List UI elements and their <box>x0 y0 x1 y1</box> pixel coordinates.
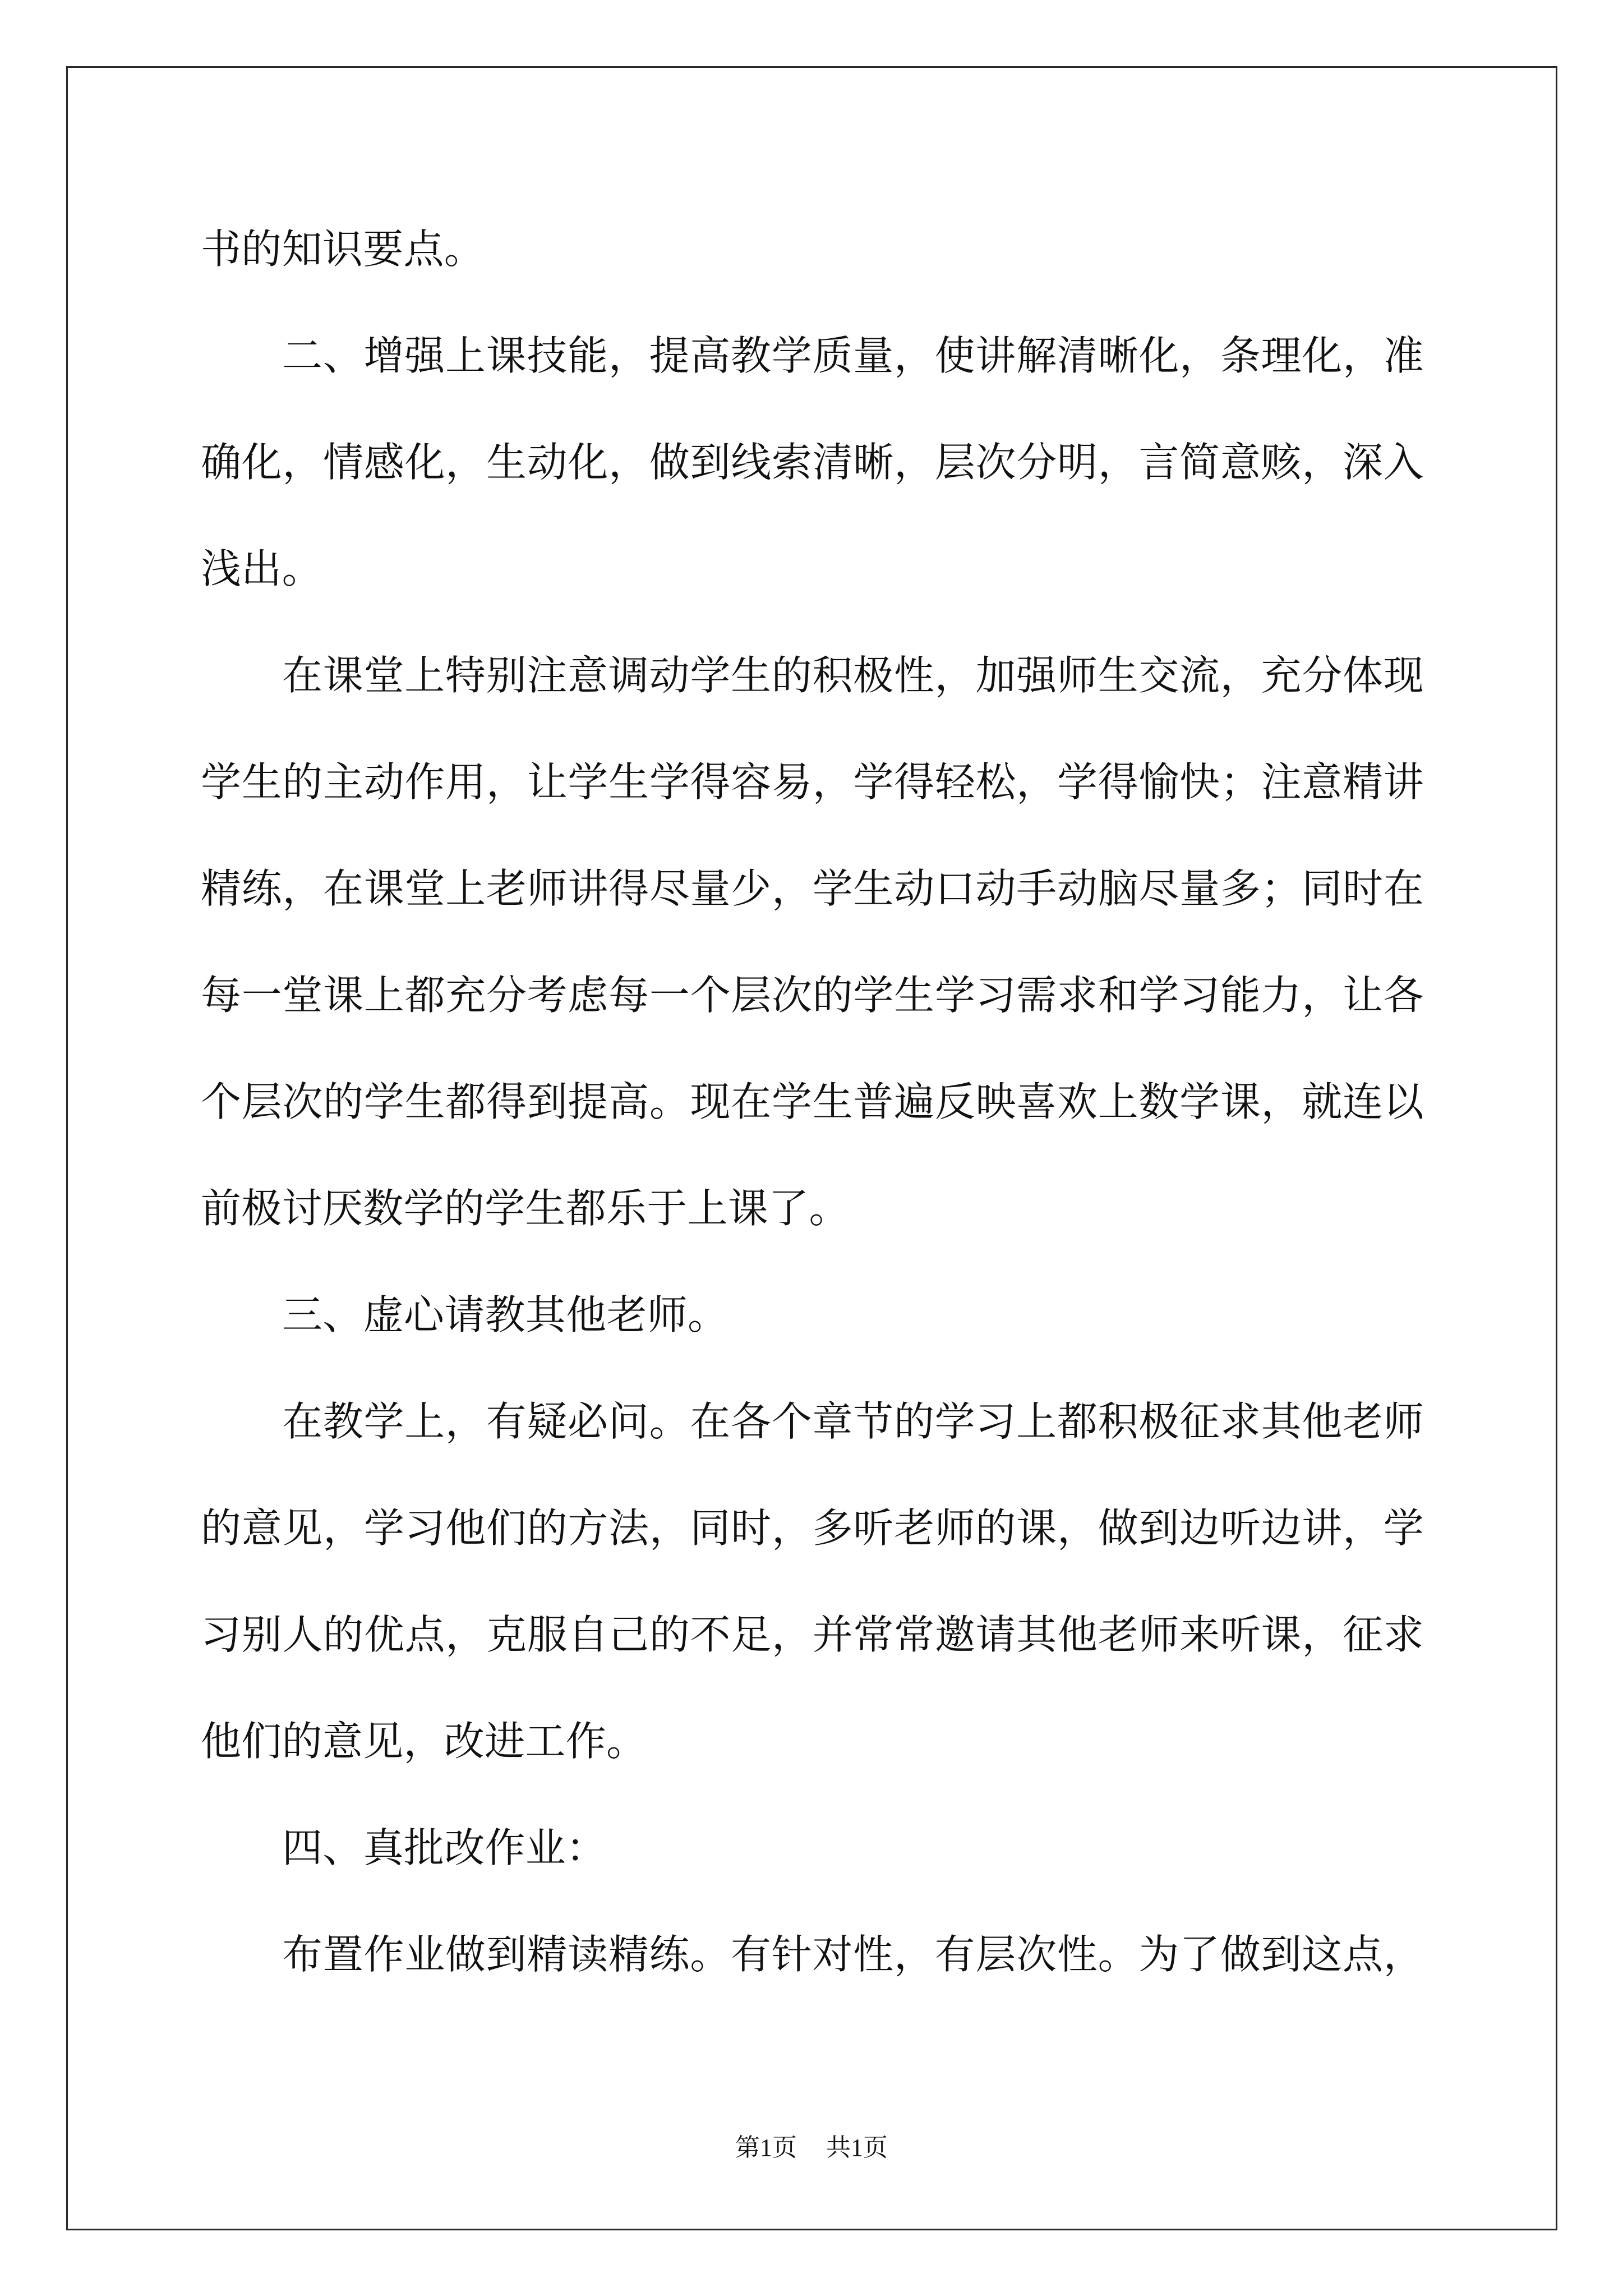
section-heading-line: 四、真批改作业： <box>282 1824 607 1871</box>
text-line: 习别人的优点，克服自己的不足，并常常邀请其他老师来听课，征求 <box>201 1611 1424 1658</box>
total-pages-label: 共1页 <box>826 2134 888 2161</box>
text-line: 前极讨厌数学的学生都乐于上课了。 <box>201 1185 850 1232</box>
text-line: 确化，情感化，生动化，做到线索清晰，层次分明，言简意赅，深入 <box>201 439 1424 486</box>
text-line: 精练，在课堂上老师讲得尽量少，学生动口动手动脑尽量多；同时在 <box>201 865 1424 912</box>
text-line: 学生的主动作用，让学生学得容易，学得轻松，学得愉快；注意精讲 <box>201 758 1424 806</box>
section-heading-line: 三、虚心请教其他老师。 <box>282 1291 728 1338</box>
text-line: 的意见，学习他们的方法，同时，多听老师的课，做到边听边讲，学 <box>201 1504 1424 1552</box>
document-body <box>201 196 1424 2008</box>
page-number-label: 第1页 <box>735 2134 797 2161</box>
text-line: 他们的意见，改进工作。 <box>201 1718 647 1765</box>
paragraph-first-line: 在教学上，有疑必问。在各个章节的学习上都积极征求其他老师 <box>282 1398 1424 1445</box>
text-line: 每一堂课上都充分考虑每一个层次的学生学习需求和学习能力，让各 <box>201 972 1424 1019</box>
text-line: 浅出。 <box>201 545 322 592</box>
paragraph-first-line: 布置作业做到精读精练。有针对性，有层次性。为了做到这点， <box>282 1931 1424 1978</box>
text-line: 个层次的学生都得到提高。现在学生普遍反映喜欢上数学课，就连以 <box>201 1078 1424 1125</box>
text-line: 书的知识要点。 <box>201 226 485 273</box>
section-heading-line: 二、增强上课技能，提高教学质量，使讲解清晰化，条理化，准 <box>282 332 1424 379</box>
page-footer <box>0 2131 1623 2165</box>
paragraph-first-line: 在课堂上特别注意调动学生的积极性，加强师生交流，充分体现 <box>282 652 1424 699</box>
